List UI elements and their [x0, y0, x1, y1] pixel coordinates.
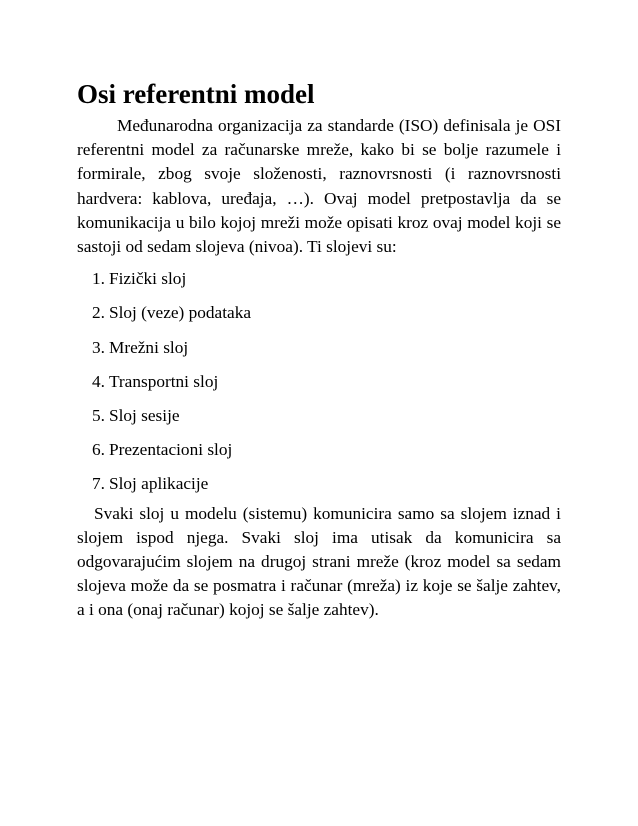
list-item-label: Prezentacioni sloj: [108, 440, 233, 460]
closing-paragraph: Svaki sloj u modelu (sistemu) komunicira samo sa slojem iznad i slojem ispod njega. Svaki sloj ima utisak da komunicira sa odgovarajućim slojem na drugoj strani mreže (kroz model sa sedam slojeva može da se posmatra i računar (mreža) iz koje se šalje zahtev, a i ona (onaj računar) kojoj se šalje zahtev).: [77, 503, 561, 620]
list-item: [92, 399, 561, 433]
list-item-number: 5.: [92, 405, 105, 425]
document-page: [77, 76, 561, 623]
list-item-number: 4.: [92, 371, 105, 391]
list-item: [92, 467, 561, 501]
list-item: [92, 365, 561, 399]
list-item-number: 3.: [92, 337, 105, 357]
list-item: [92, 296, 561, 330]
list-item-label: Sloj (veze) podataka: [108, 303, 251, 323]
list-item: [92, 331, 561, 365]
list-item-number: 7.: [92, 474, 105, 494]
intro-paragraph: Međunarodna organizacija za standarde (ISO) definisala je OSI referentni model za računarske mreže, kako bi se bolje razumele i formirale, zbog svoje složenosti, raznovrsnosti (i raznovrsnosti hardvera: kablova, uređaja, …). Ovaj model pretpostavlja da se komunikacija u bilo kojoj mreži može opisati kroz ovaj model koji se sastoji od sedam slojeva (nivoa). Ti slojevi su:: [77, 116, 561, 257]
list-item-label: Sloj aplikacije: [108, 474, 209, 494]
list-item-number: 2.: [92, 303, 105, 323]
list-item: [92, 433, 561, 467]
list-item-number: 1.: [92, 269, 105, 289]
list-item: [92, 262, 561, 296]
list-item-label: Transportni sloj: [108, 371, 219, 391]
layer-list: [77, 262, 561, 501]
list-item-number: 6.: [92, 440, 105, 460]
list-item-label: Mrežni sloj: [108, 337, 189, 357]
list-item-label: Fizički sloj: [108, 269, 187, 289]
page-title: Osi referentni model: [77, 79, 315, 109]
list-item-label: Sloj sesije: [108, 405, 180, 425]
